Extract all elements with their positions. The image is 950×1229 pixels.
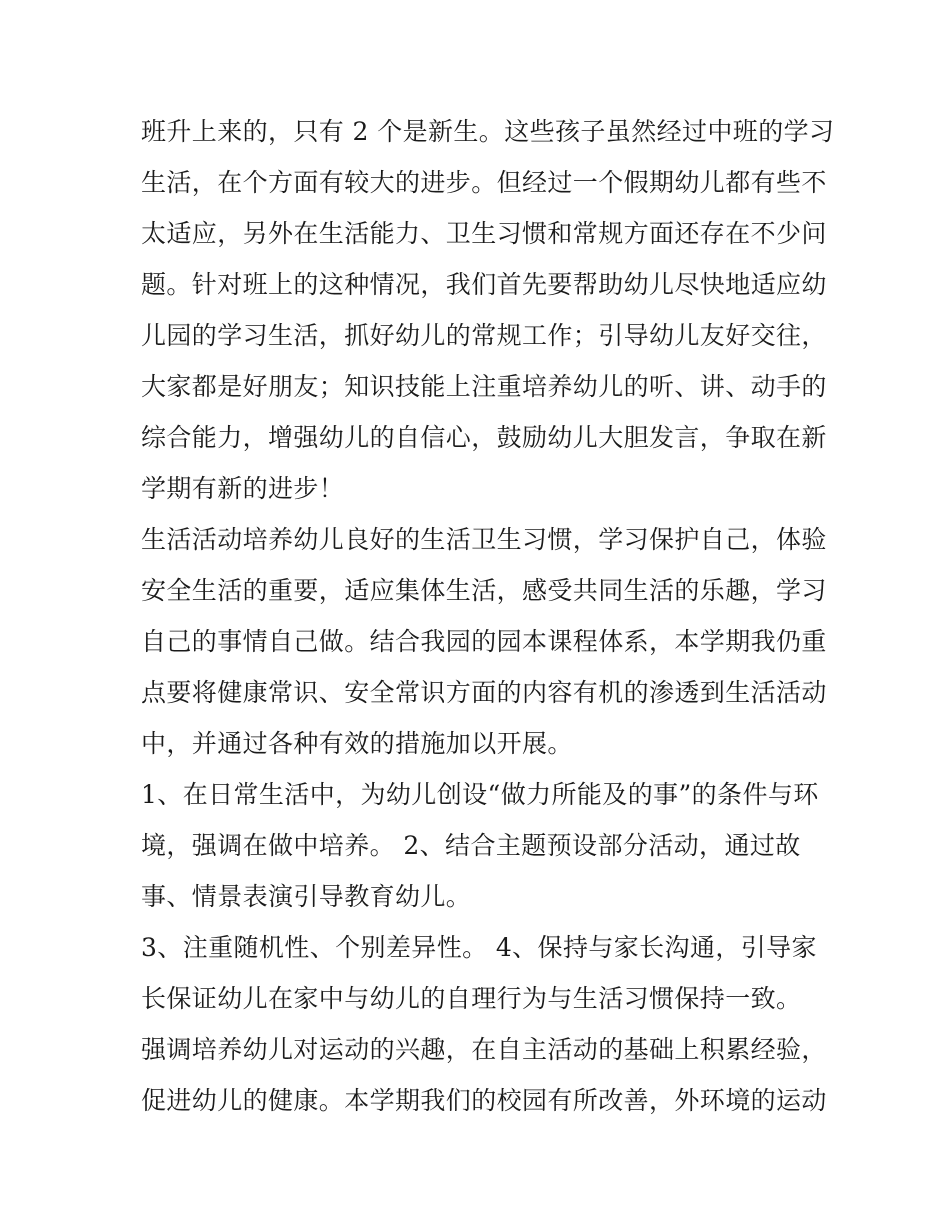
text-line: 安全生活的重要，适应集体生活，感受共同生活的乐趣，学习 xyxy=(141,576,827,605)
text-line: 班升上来的，只有 2 个是新生。这些孩子虽然经过中班的学习 xyxy=(141,117,835,146)
text-line: 太适应，另外在生活能力、卫生习惯和常规方面还存在不少问 xyxy=(141,219,827,248)
text-line: 点要将健康常识、安全常识方面的内容有机的渗透到生活活动 xyxy=(141,678,827,707)
text-line: 1、在日常生活中，为幼儿创设“做力所能及的事”的条件与环 xyxy=(141,780,819,809)
text-line: 长保证幼儿在家中与幼儿的自理行为与生活习惯保持一致。 xyxy=(141,984,802,1013)
text-line: 综合能力，增强幼儿的自信心，鼓励幼儿大胆发言，争取在新 xyxy=(141,423,827,452)
body-text xyxy=(141,106,835,1126)
text-line: 生活活动培养幼儿良好的生活卫生习惯，学习保护自己，体验 xyxy=(141,525,827,554)
text-line: 中，并通过各种有效的措施加以开展。 xyxy=(141,729,573,758)
text-line: 境，强调在做中培养。 2、结合主题预设部分活动，通过故 xyxy=(141,831,801,860)
text-line: 自己的事情自己做。结合我园的园本课程体系，本学期我仍重 xyxy=(141,627,827,656)
text-line: 大家都是好朋友；知识技能上注重培养幼儿的听、讲、动手的 xyxy=(141,372,827,401)
text-line: 促进幼儿的健康。本学期我们的校园有所改善，外环境的运动 xyxy=(141,1086,827,1115)
text-line: 事、情景表演引导教育幼儿。 xyxy=(141,882,472,911)
text-line: 3、注重随机性、个别差异性。 4、保持与家长沟通，引导家 xyxy=(141,933,817,962)
text-line: 强调培养幼儿对运动的兴趣，在自主活动的基础上积累经验， xyxy=(141,1035,827,1064)
text-line: 儿园的学习生活，抓好幼儿的常规工作；引导幼儿友好交往， xyxy=(141,321,827,350)
text-line: 生活，在个方面有较大的进步。但经过一个假期幼儿都有些不 xyxy=(141,168,827,197)
text-line: 题。针对班上的这种情况，我们首先要帮助幼儿尽快地适应幼 xyxy=(141,270,827,299)
text-line: 学期有新的进步！ xyxy=(141,474,345,503)
